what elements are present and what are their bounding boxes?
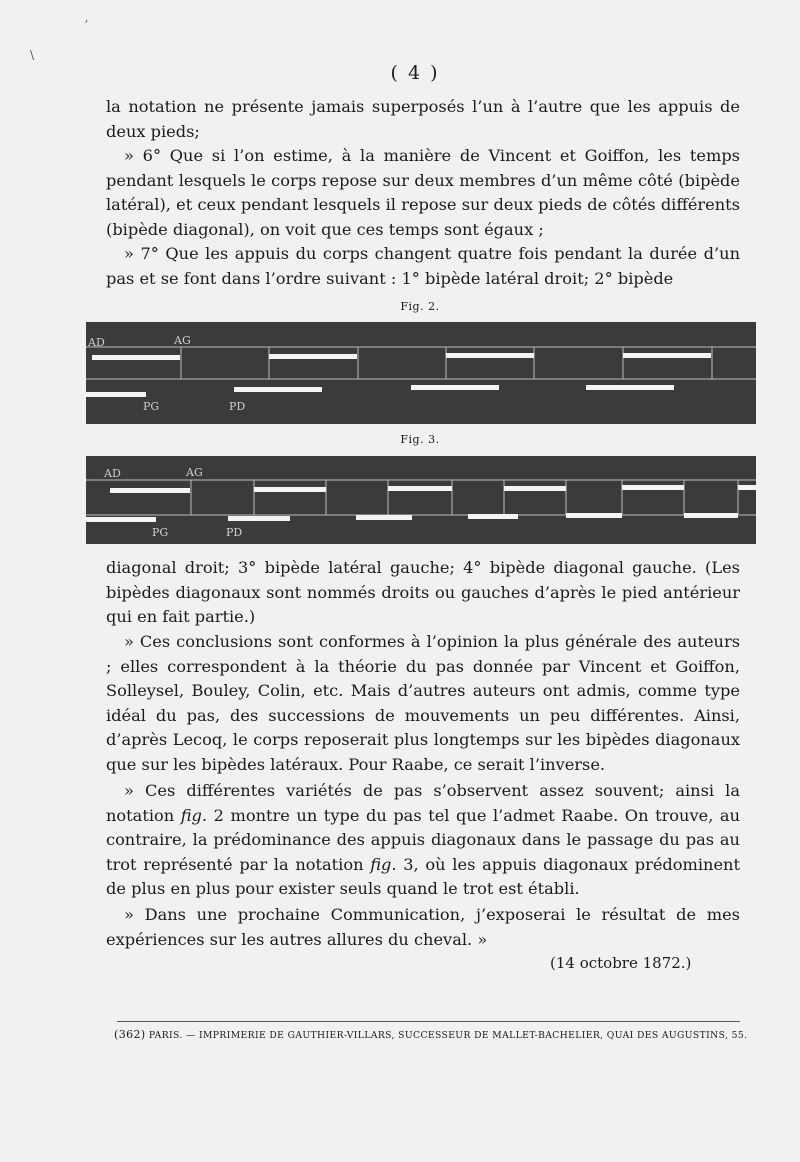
label-ag: AG xyxy=(174,334,191,347)
paragraph: diagonal droit; 3° bipède latéral gauche; 4° bipède diagonal gauche. (Les bipèdes diagonaux sont nommés droits ou gauches d’après le pied antérieur qui en fait partie.) xyxy=(106,558,740,626)
paragraph: » 6° Que si l’on estime, à la manière de Vincent et Goiffon, les temps pendant lesquels le corps repose sur deux membres d’un même côté (bipède latéral), et ceux pendant lesquels il repose sur deux pieds de côtés différents (bipède diagonal), on voit que ces temps sont égaux ; xyxy=(106,146,740,239)
label-pd: PD xyxy=(229,400,246,413)
label-pd: PD xyxy=(226,526,243,539)
margin-mark: ʼ xyxy=(84,18,88,32)
label-ag: AG xyxy=(186,466,203,479)
label-pg: PG xyxy=(143,400,160,413)
figure-2-caption: Fig. 2. xyxy=(400,300,440,313)
margin-mark: \ xyxy=(30,48,35,62)
paragraph xyxy=(106,779,740,902)
imprint-text: PARIS. — IMPRIMERIE DE GAUTHIER-VILLARS, SUCCESSEUR DE MALLET-BACHELIER, QUAI DES AUGUSTINS, 55. xyxy=(148,1030,748,1041)
label-ad: AD xyxy=(88,336,105,349)
label-pg: PG xyxy=(152,526,169,539)
date-line: (14 octobre 1872.) xyxy=(550,954,692,972)
text-run: 3, où les appuis diagonaux prédominent de plus en plus pour exister seuls quand le trot est établi. xyxy=(106,854,740,898)
text-run: » Ces différentes variétés de pas s’observent assez souvent; ainsi la notation xyxy=(106,781,740,825)
figure-3-caption: Fig. 3. xyxy=(400,433,440,446)
figure-3 xyxy=(86,456,756,544)
fig-reference: fig. xyxy=(180,805,208,825)
paragraph: » Ces conclusions sont conformes à l’opinion la plus générale des auteurs ; elles correspondent à la théorie du pas donnée par Vincent et Goiffon, Solleysel, Bouley, Colin, etc. Mais d’autres auteurs ont admis, comme type idéal du pas, des successions de mouvements un peu différentes. Ainsi, d’après Lecoq, le corps reposerait plus longtemps sur les bipèdes diagonaux que sur les bipèdes latéraux. Pour Raabe, ce serait l’inverse. xyxy=(106,632,740,774)
printer-imprint xyxy=(114,1028,748,1041)
text-run: 2 montre un type du pas tel que l’admet Raabe. On trouve, au contraire, la prédominance des appuis diagonaux dans le passage du pas au trot représenté par la notation xyxy=(106,805,740,874)
paragraph: la notation ne présente jamais superposés l’un à l’autre que les appuis de deux pieds; xyxy=(106,97,740,141)
fig-reference: fig. xyxy=(370,854,397,874)
label-ad: AD xyxy=(104,467,121,480)
figure-2-strokes xyxy=(86,353,711,397)
page-number: ( 4 ) xyxy=(390,62,440,84)
job-number: (362) xyxy=(114,1028,146,1041)
paragraph: » Dans une prochaine Communication, j’exposerai le résultat de mes expériences sur les autres allures du cheval. » xyxy=(106,905,740,949)
figure-2 xyxy=(86,322,756,424)
figure-3-strokes xyxy=(86,485,756,522)
footer-rule xyxy=(117,1021,740,1022)
paragraph: » 7° Que les appuis du corps changent quatre fois pendant la durée d’un pas et se font dans l’ordre suivant : 1° bipède latéral droit; 2° bipède xyxy=(106,244,740,288)
